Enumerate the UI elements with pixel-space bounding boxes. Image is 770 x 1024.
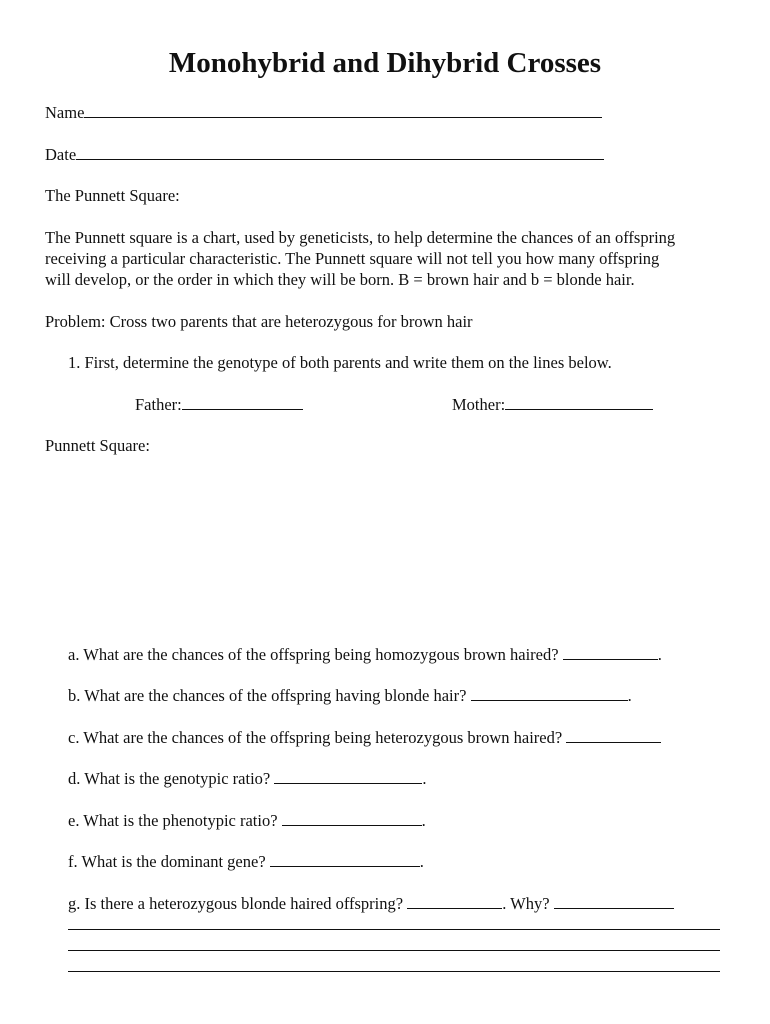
question-f-blank[interactable] (270, 851, 420, 867)
intro-line-3: will develop, or the order in which they will be born. B = brown hair and b = blonde hair. (45, 270, 635, 289)
question-g-why: Why? (510, 894, 550, 913)
date-label: Date (45, 145, 77, 164)
question-d-text: d. What is the genotypic ratio? (68, 769, 271, 788)
mother-field (452, 394, 653, 415)
question-e-period: . (421, 811, 426, 830)
question-b (68, 685, 632, 706)
punnett-square-area[interactable] (45, 460, 725, 630)
question-b-text: b. What are the chances of the offspring having blonde hair? (68, 686, 467, 705)
date-blank[interactable] (76, 144, 604, 160)
question-c-text: c. What are the chances of the offspring being heterozygous brown haired? (68, 728, 563, 747)
question-f-period: . (419, 852, 424, 871)
question-a (68, 644, 662, 665)
question-b-period: . (627, 686, 632, 705)
question-a-text: a. What are the chances of the offspring being homozygous brown haired? (68, 645, 559, 664)
question-f-text: f. What is the dominant gene? (68, 852, 266, 871)
question-e-text: e. What is the phenotypic ratio? (68, 811, 278, 830)
question-g-period: . (502, 894, 507, 913)
question-g-why-blank[interactable] (554, 893, 674, 909)
punnett-heading: The Punnett Square: (45, 186, 180, 205)
question-g-blank[interactable] (407, 893, 502, 909)
step-1: 1. First, determine the genotype of both parents and write them on the lines below. (68, 353, 612, 372)
answer-line-2[interactable] (68, 950, 720, 951)
intro-line-2: receiving a particular characteristic. The Punnett square will not tell you how many offspring (45, 249, 660, 268)
question-g (68, 893, 674, 914)
question-d-period: . (422, 769, 427, 788)
answer-line-1[interactable] (68, 929, 720, 930)
question-g-text: g. Is there a heterozygous blonde haired offspring? (68, 894, 404, 913)
mother-blank[interactable] (505, 394, 653, 410)
name-blank[interactable] (84, 102, 602, 118)
page-title: Monohybrid and Dihybrid Crosses (168, 47, 602, 79)
father-label: Father: (135, 395, 182, 414)
problem-statement: Problem: Cross two parents that are heterozygous for brown hair (45, 312, 473, 331)
question-f (68, 851, 424, 872)
name-field (45, 102, 602, 123)
question-c-blank[interactable] (566, 727, 661, 743)
father-blank[interactable] (182, 394, 303, 410)
question-a-period: . (657, 645, 662, 664)
question-b-blank[interactable] (471, 685, 628, 701)
question-c (68, 727, 661, 748)
question-e (68, 810, 426, 831)
question-a-blank[interactable] (563, 644, 658, 660)
question-d-blank[interactable] (274, 768, 422, 784)
name-label: Name (45, 103, 85, 122)
punnett-square-label: Punnett Square: (45, 436, 150, 455)
mother-label: Mother: (452, 395, 506, 414)
answer-line-3[interactable] (68, 971, 720, 972)
question-e-blank[interactable] (282, 810, 422, 826)
intro-line-1: The Punnett square is a chart, used by geneticists, to help determine the chances of an offspring (45, 228, 676, 247)
question-d (68, 768, 426, 789)
date-field (45, 144, 604, 165)
father-field (135, 394, 303, 415)
